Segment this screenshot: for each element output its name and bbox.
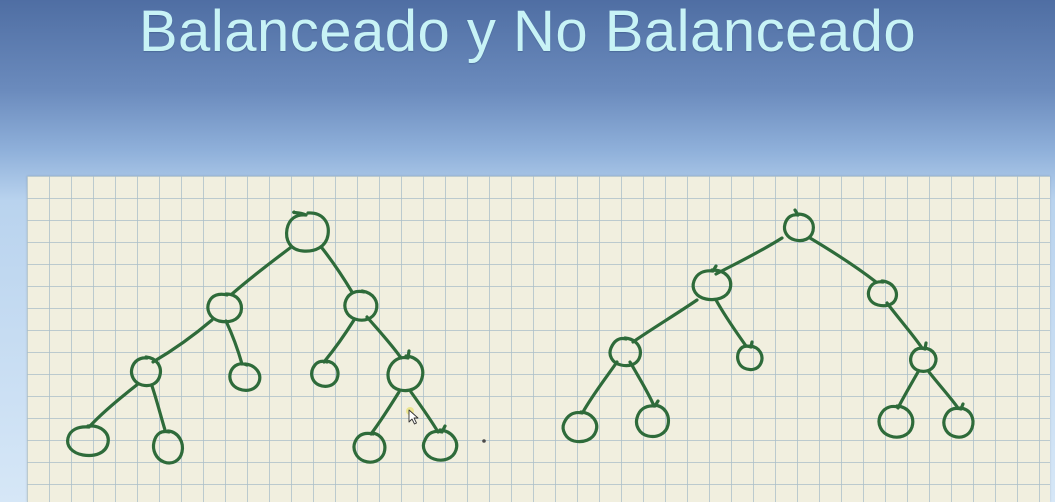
- tree-node: [738, 342, 762, 370]
- tree-node: [423, 426, 456, 460]
- tree-node: [879, 406, 913, 437]
- tree-node: [153, 431, 182, 463]
- tree-node: [131, 357, 160, 386]
- tree-edge: [322, 248, 352, 292]
- tree-nodes: [68, 212, 457, 463]
- tree-node: [563, 412, 597, 442]
- tree-edges: [90, 248, 438, 434]
- tree-node: [868, 281, 896, 306]
- tree-edge: [633, 300, 697, 342]
- tree-node: [208, 294, 242, 322]
- tree-node: [636, 401, 668, 437]
- tree-edge: [411, 392, 438, 432]
- tree-edge: [232, 248, 290, 294]
- tree-node: [312, 361, 338, 386]
- unbalanced-tree: [563, 210, 973, 442]
- tree-edge: [367, 317, 401, 358]
- tree-edge: [929, 372, 958, 408]
- tree-edge: [887, 303, 922, 348]
- tree-node: [784, 210, 813, 241]
- tree-edge: [716, 238, 782, 274]
- tree-edge: [898, 372, 918, 408]
- tree-edge: [226, 321, 242, 364]
- tree-node: [354, 433, 385, 462]
- tree-node: [345, 291, 377, 320]
- tree-edge: [152, 386, 165, 430]
- tree-edge: [90, 384, 138, 426]
- tree-node: [911, 343, 936, 371]
- tree-edge: [324, 320, 354, 362]
- tree-node: [230, 364, 260, 391]
- tree-node: [287, 212, 329, 251]
- tree-edge: [583, 362, 617, 412]
- stray-dot: [482, 439, 486, 443]
- tree-edge: [716, 300, 746, 346]
- balanced-tree: [68, 212, 457, 463]
- tree-edge: [371, 392, 399, 434]
- tree-edge: [810, 238, 876, 282]
- tree-edge: [153, 320, 212, 362]
- tree-node: [388, 351, 423, 391]
- tree-edge: [630, 362, 654, 406]
- tree-node: [68, 426, 109, 456]
- slide-title: Balanceado y No Balanceado: [138, 0, 917, 64]
- tree-node: [610, 338, 640, 366]
- tree-node: [944, 404, 973, 437]
- mouse-cursor-icon: [406, 407, 418, 424]
- tree-edges: [583, 238, 958, 412]
